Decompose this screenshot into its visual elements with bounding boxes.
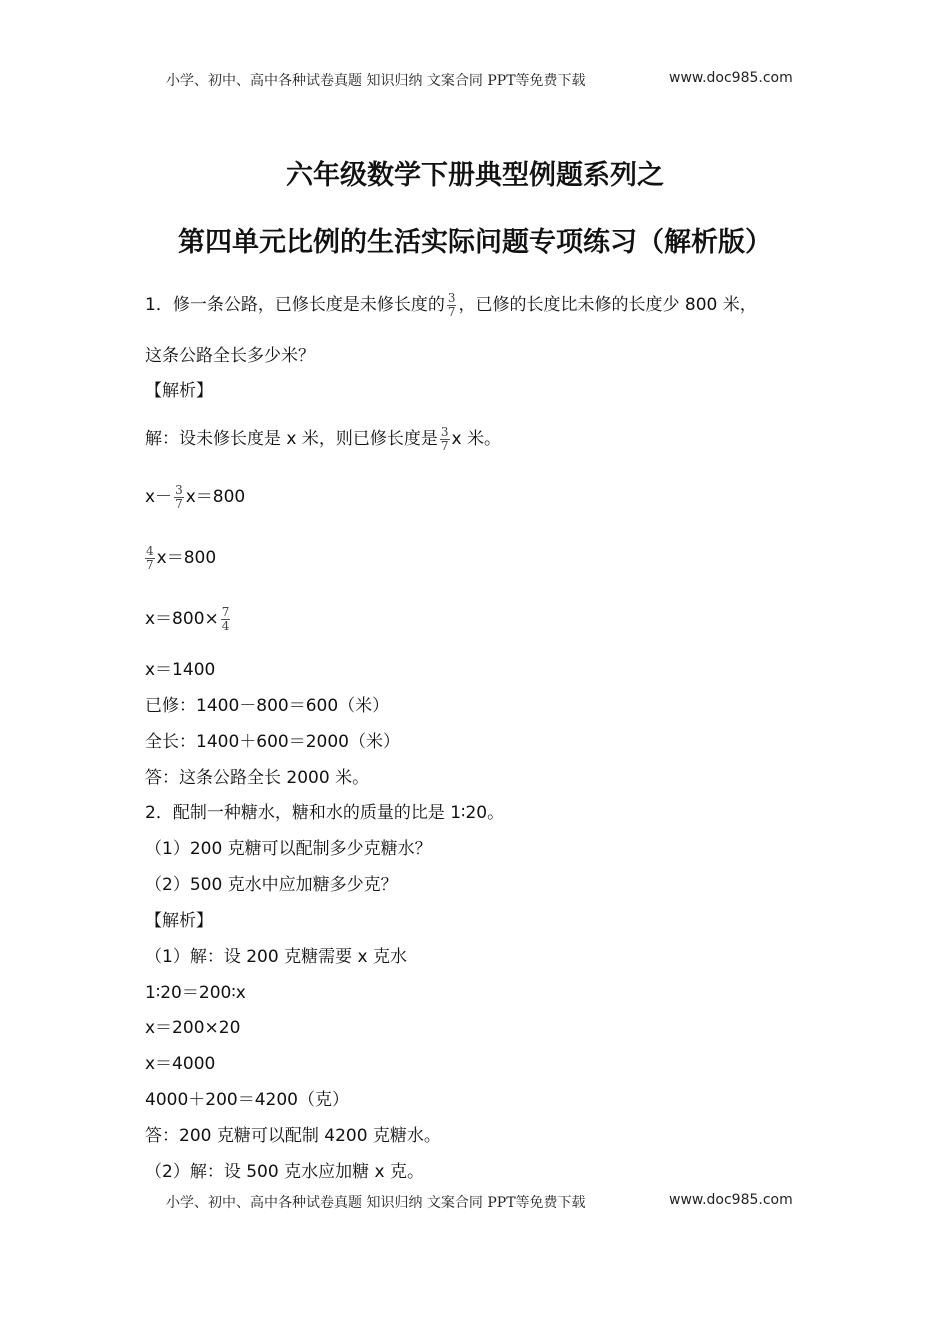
title-line-1: 六年级数学下册典型例题系列之: [286, 160, 664, 191]
title-line-2: 第四单元比例的生活实际问题专项练习（解析版）: [178, 227, 772, 258]
header-url[interactable]: www.doc985.com: [669, 70, 793, 86]
fraction-numerator: 3: [175, 482, 183, 497]
q1-answer: 答：这条公路全长 2000 米。: [145, 768, 370, 788]
q1-stem-line-1: [145, 290, 757, 319]
header-text: 小学、初中、高中各种试卷真题 知识归纳 文案合同 PPT等免费下载: [166, 73, 586, 89]
q1-eq2-b: x＝800: [156, 548, 217, 568]
q1-equation-6: 全长：1400＋600＝2000（米）: [145, 732, 400, 752]
q1-setup-fraction: [440, 426, 450, 453]
q2-part-2: （2）500 克水中应加糖多少克？: [145, 875, 398, 895]
q2-equation-2: x＝200×20: [145, 1018, 241, 1038]
fraction-denominator: 4: [221, 618, 230, 633]
fraction-numerator: 7: [221, 604, 230, 619]
q1-equation-2: [145, 543, 216, 572]
q1-analysis-heading: 【解析】: [145, 381, 213, 401]
q2-equation-3: x＝4000: [145, 1054, 216, 1074]
q1-eq3-a: x＝800×: [145, 609, 219, 629]
q2-answer-1: 答：200 克糖可以配制 4200 克糖水。: [145, 1126, 441, 1146]
q2-solution-1-setup: （1）解：设 200 克糖需要 x 克水: [145, 947, 407, 967]
q1-equation-1: [145, 482, 245, 511]
q1-eq3-fraction: [221, 606, 231, 633]
q1-eq1-a: x－: [145, 487, 173, 507]
q2-equation-1: 1∶20＝200∶x: [145, 983, 246, 1003]
q1-equation-5: 已修：1400－800＝600（米）: [145, 696, 390, 716]
footer-text: 小学、初中、高中各种试卷真题 知识归纳 文案合同 PPT等免费下载: [166, 1195, 586, 1211]
q1-solution-setup: [145, 424, 501, 453]
q1-stem-fraction: [447, 292, 457, 319]
q1-eq1-fraction: [174, 484, 184, 511]
q1-stem-line-2: 这条公路全长多少米？: [145, 346, 315, 366]
fraction-numerator: 4: [146, 543, 154, 558]
q2-analysis-heading: 【解析】: [145, 911, 213, 931]
q1-setup-a: 解：设未修长度是 x 米，则已修长度是: [145, 429, 438, 449]
q2-equation-4: 4000＋200＝4200（克）: [145, 1090, 349, 1110]
q2-part-1: （1）200 克糖可以配制多少克糖水？: [145, 839, 432, 859]
footer-url[interactable]: www.doc985.com: [669, 1192, 793, 1208]
q1-eq2-fraction: [145, 545, 155, 572]
q1-eq1-b: x＝800: [185, 487, 246, 507]
q1-stem-b: ，已修的长度比未修的长度少 800 米，: [458, 295, 757, 315]
q1-stem-a: 1．修一条公路，已修长度是未修长度的: [145, 295, 445, 315]
q2-solution-2-setup: （2）解：设 500 克水应加糖 x 克。: [145, 1162, 424, 1182]
q1-setup-b: x 米。: [451, 429, 501, 449]
q2-stem: 2．配制一种糖水，糖和水的质量的比是 1∶20。: [145, 803, 505, 823]
q1-equation-4: x＝1400: [145, 660, 216, 680]
fraction-denominator: 7: [440, 438, 449, 453]
q1-equation-3: [145, 604, 232, 633]
fraction-numerator: 3: [440, 424, 449, 439]
fraction-denominator: 7: [146, 557, 154, 572]
fraction-denominator: 7: [447, 304, 456, 319]
fraction-numerator: 3: [447, 290, 456, 305]
fraction-denominator: 7: [175, 496, 183, 511]
